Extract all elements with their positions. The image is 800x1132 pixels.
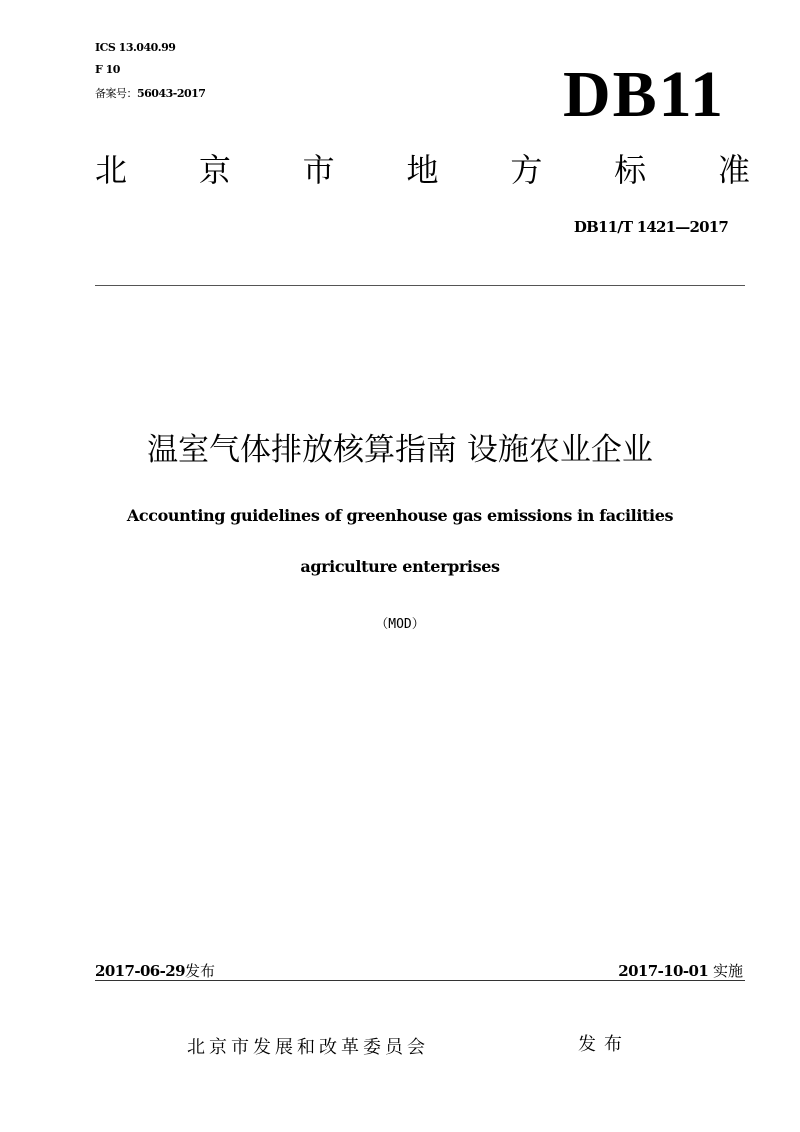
ccs-code: F 10 bbox=[95, 63, 120, 76]
footer-divider bbox=[95, 980, 745, 981]
consistency-mark: （MOD） bbox=[375, 617, 425, 632]
filing-number bbox=[95, 85, 205, 101]
chinese-title: 温室气体排放核算指南 设施农业企业 bbox=[147, 432, 653, 468]
implementation-date-value: 2017-10-01 bbox=[618, 962, 709, 980]
db11-logo: DB11 bbox=[562, 58, 725, 131]
issue-date bbox=[95, 960, 215, 981]
standard-type-char: 标 bbox=[614, 151, 647, 189]
standard-type-char: 方 bbox=[510, 151, 543, 189]
standard-type-char: 北 bbox=[95, 151, 128, 189]
standard-type-char: 京 bbox=[198, 151, 231, 189]
issuing-authority: 北京市发展和改革委员会 bbox=[187, 1037, 429, 1058]
implementation-date bbox=[618, 960, 743, 981]
implementation-date-suffix: 实施 bbox=[712, 962, 743, 980]
standard-number: DB11/T 1421—2017 bbox=[573, 218, 728, 236]
english-title-line-2: agriculture enterprises bbox=[300, 557, 500, 576]
english-title-line-1: Accounting guidelines of greenhouse gas emissions in facilities bbox=[126, 506, 674, 525]
filing-value: 56043-2017 bbox=[137, 87, 206, 100]
issue-date-value: 2017-06-29 bbox=[95, 962, 185, 980]
standard-type-heading bbox=[95, 151, 750, 189]
standard-type-char: 市 bbox=[302, 151, 335, 189]
issue-date-suffix: 发布 bbox=[184, 962, 215, 980]
header-divider bbox=[95, 285, 745, 286]
publish-label: 发布 bbox=[578, 1034, 630, 1055]
standard-type-char: 地 bbox=[406, 151, 439, 189]
ics-code: ICS 13.040.99 bbox=[95, 41, 176, 54]
filing-label: 备案号： bbox=[95, 87, 137, 100]
standard-type-char: 准 bbox=[717, 151, 750, 189]
